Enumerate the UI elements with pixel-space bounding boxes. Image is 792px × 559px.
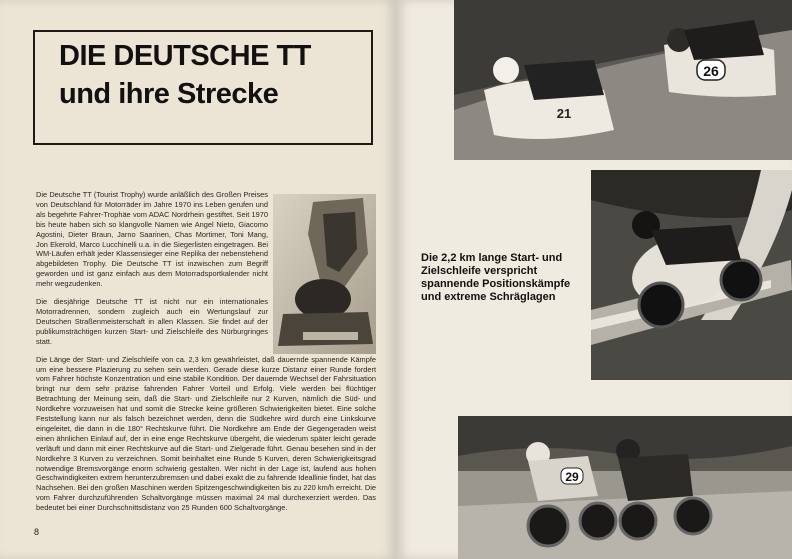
photo-caption: Die 2,2 km lange Start- und Zielschleife verspricht spannende Positionskämpfe und extreme Schräglagen <box>421 252 571 303</box>
paragraph-3: Die Länge der Start- und Zielschleife von ca. 2,3 km gewährleistet, daß dauernde spannende Kämpfe um eine bessere Plazierung zu sehen sein werden. Gerade diese kurze Distanz einer Runde fordert vom Fahrer höchste Konzentration und eine stabile Kondition. Der dauernde Wechsel der Fahrsituation bringt nur dem sehr präzise fahrenden Fahrer Vorteil und Erfolg. Viele werden bei flüchtiger Betrachtung der Meinung sein, daß die Start- und Zielschleife nur 2 Kurven, nämlich die Süd- und Nordkehre vorzuweisen hat und somit die Strecke keine größeren Schwierigkeiten bietet. Eine solche Feststellung kann nur als falsch bezeichnet werden, denn die Südkehre wird durch eine Linkskurve eingeleitet, die dann in die 180° Rechtskurve führt. Die Nordkehre am Ende der Gegengeraden weist einen ähnlichen Einlauf auf, der in eine enge Rechtskurve übergeht, die wiederum später leicht gerade verläuft und dann mit einer Rechtskurve auf die Start- und Zielgerade führt. Genau besehen sind in der Nordkehre 3 Kurven zu verzeichnen. Somit beinhaltet eine Runde 5 Kurven, deren Schwierigkeitsgrad notwendige Bremsvorgänge enorm schwierig gestalten. Wer nicht in der Lage ist, laufend aus hohen Geschwindigkeiten extrem herunterzubremsen und dabei exakt die zu fahrende Ideallinie findet, hat das Nachsehen. Bei den großen Maschinen werden Spitzengeschwindigkeiten bis zu 220 km/h erreicht. Die vom Fahrer durchzuführenden Schaltvorgänge müssen maximal 24 mal durchexerziert werden. Das bedeutet bei einer Durchschnittsdistanz von 25 Runden 600 Schaltvorgänge. <box>36 354 376 513</box>
paragraph-2: Die diesjährige Deutsche TT ist nicht nur ein internationales Motorradrennen, sondern zugleich auch ein Wertungslauf zur Deutschen Straßenmeisterschaft in allen Klassen. Sie findet auf der publikumsträchtigen kurzen Start- und Zielschleife des Nürburgringes statt. <box>36 297 268 346</box>
leaning-rider-photo <box>591 170 792 380</box>
sidecar-back-number: 26 <box>703 63 719 79</box>
bike-front-number: 29 <box>565 470 579 484</box>
two-riders-photo <box>458 416 792 559</box>
title-box <box>33 30 373 145</box>
sidecar-racing-photo <box>454 0 792 160</box>
page-number: 8 <box>34 527 40 537</box>
sidecar-front-number: 21 <box>556 106 572 121</box>
title-line-1: DIE DEUTSCHE TT <box>59 40 311 72</box>
right-page <box>396 0 792 559</box>
article-body <box>36 190 376 521</box>
title-line-2: und ihre Strecke <box>59 78 279 110</box>
paragraph-1: Die Deutsche TT (Tourist Trophy) wurde anläßlich des Großen Preises von Deutschland für Motorräder im Jahre 1970 ins Leben gerufen und als begehrte Fahrer-Trophäe vom ADAC Nordrhein gestiftet. Seit 1970 bis heute haben sich so klangvolle Namen wie Angel Nieto, Giacomo Agostini, Dieter Braun, Jarno Saarinen, Chas Mortimer, Toni Mang, Jon Ekerold, Marco Lucchinelli u.a. in die Siegerlisten eingetragen. Bei WM-Läufen erhält jeder Klassensieger eine Replika der nebenstehend abgebildeten Trophy. Die Deutsche TT ist inzwischen zum Begriff geworden und ist ganz einfach aus dem Motorradsportkalender nicht mehr wegzudenken. <box>36 190 268 289</box>
